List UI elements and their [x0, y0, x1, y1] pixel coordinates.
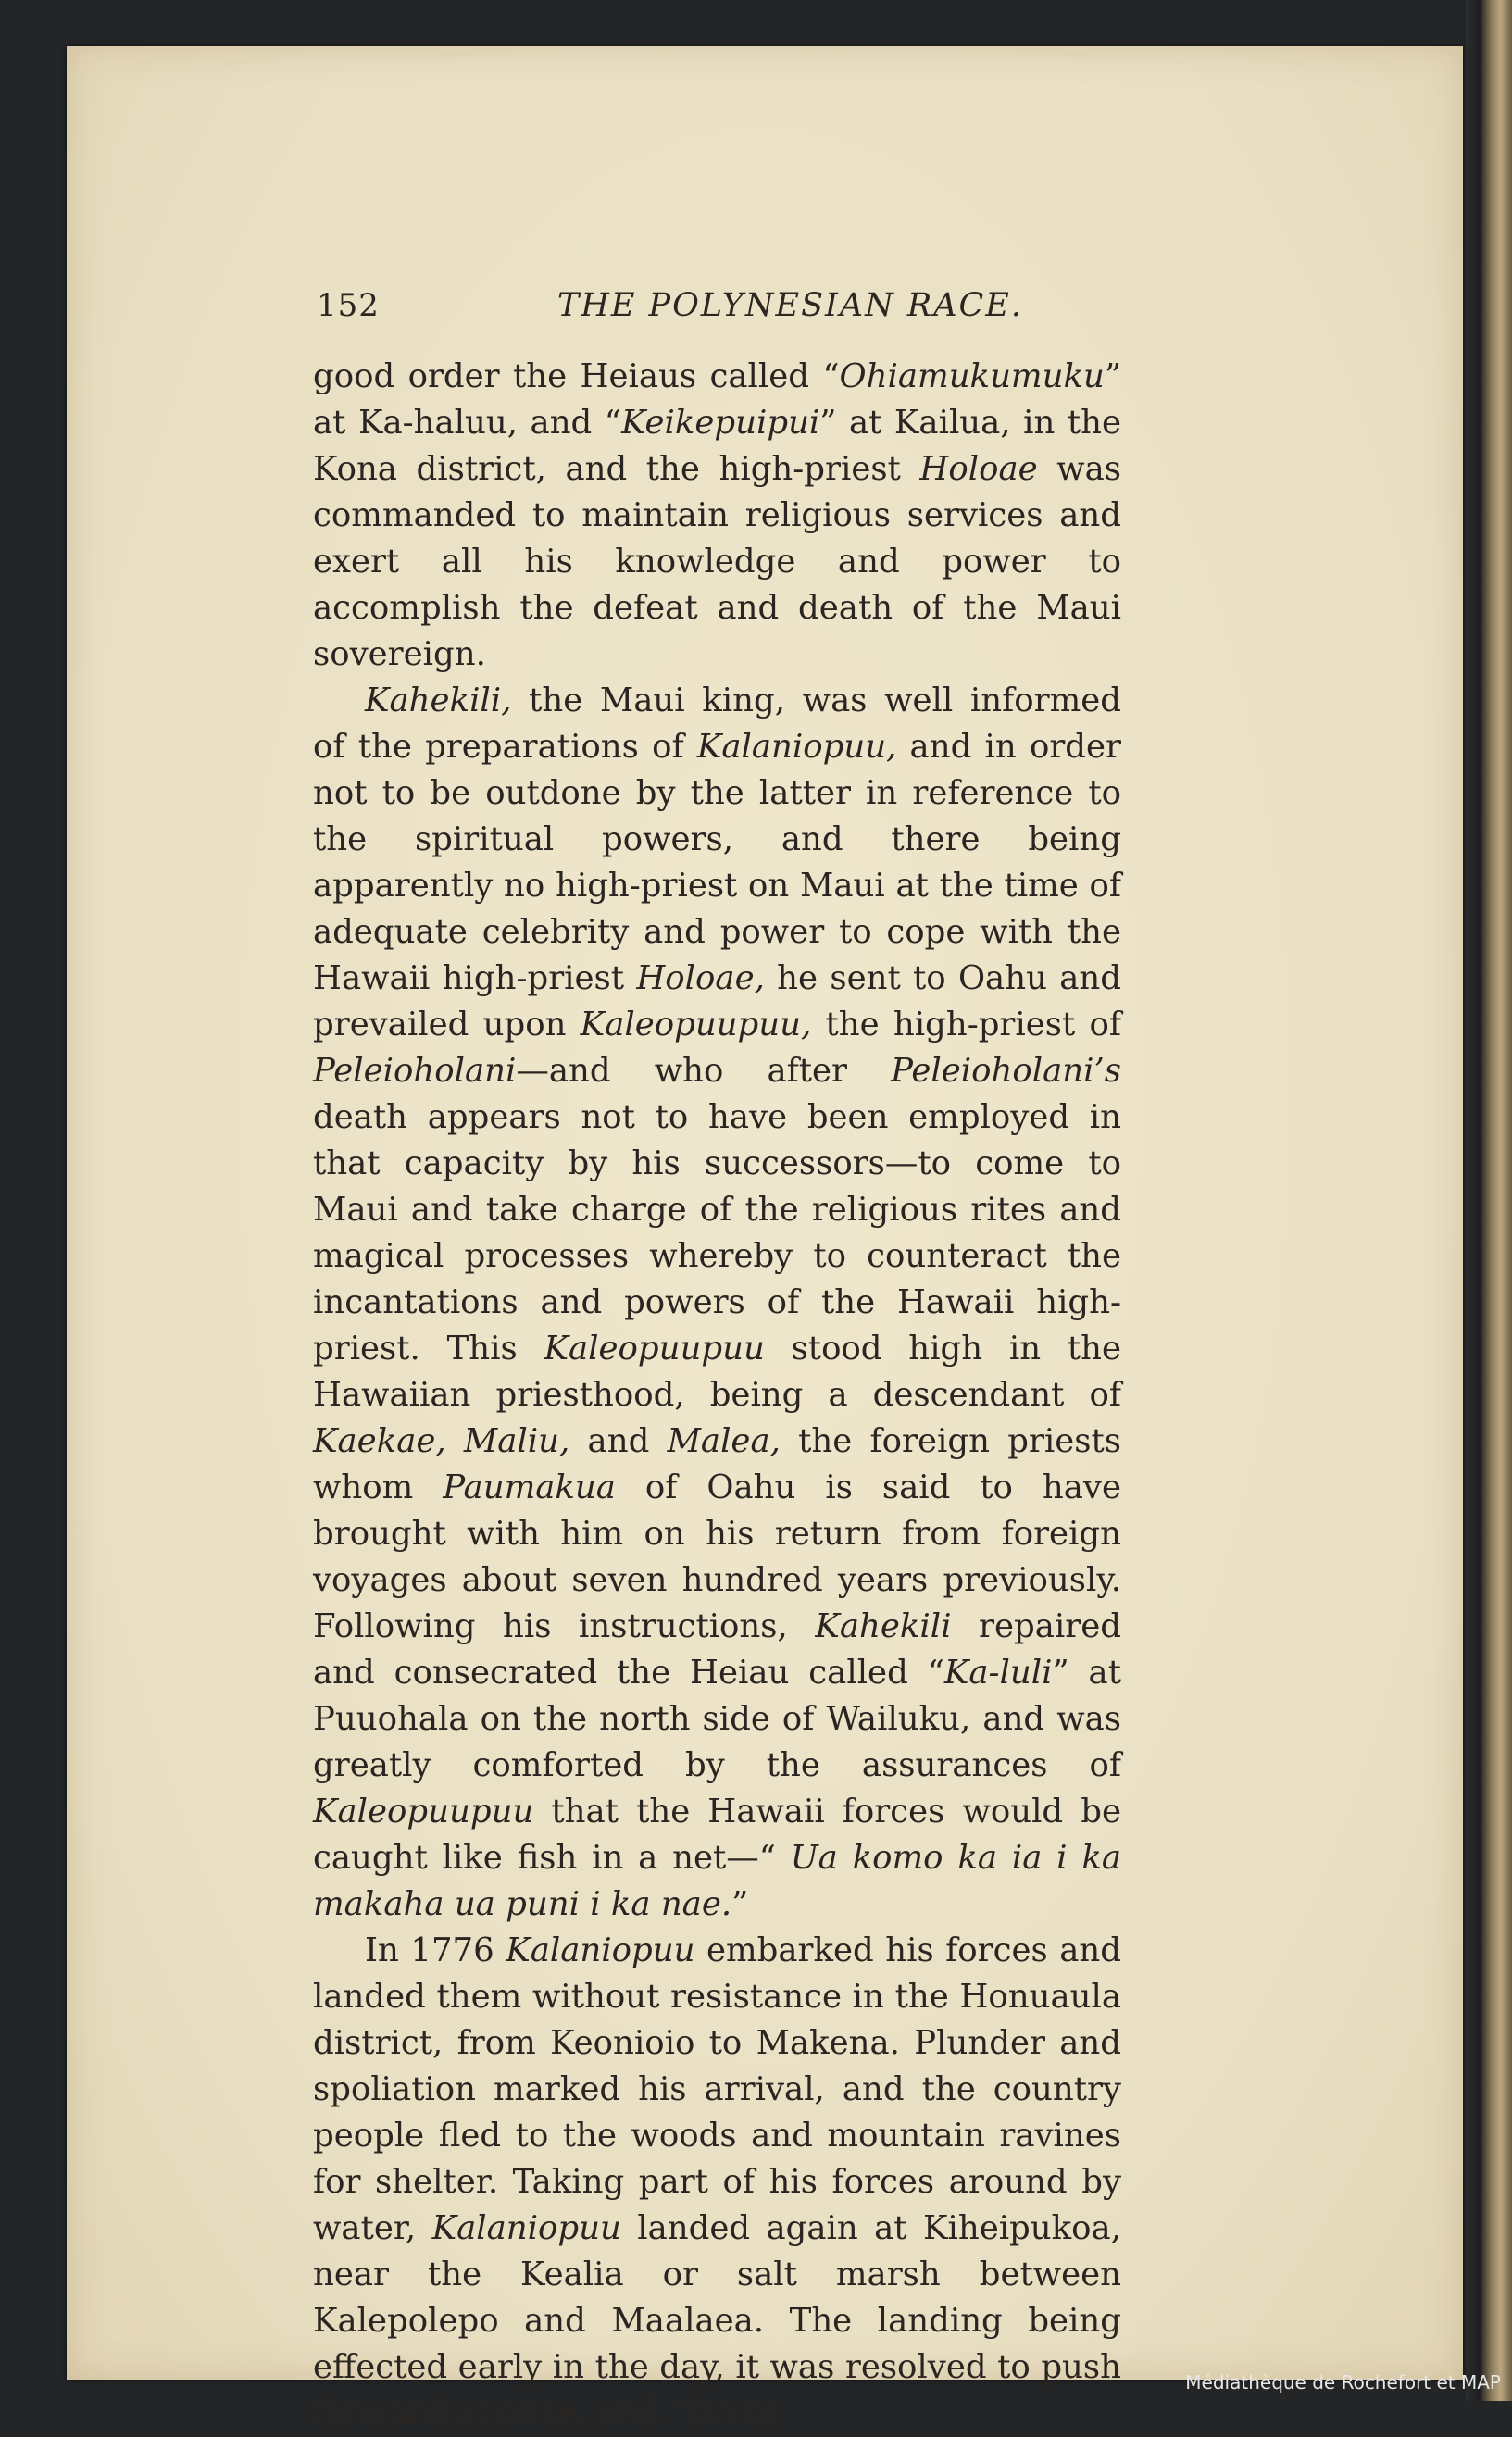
italic-term: Peleioholani’s: [891, 1052, 1121, 1090]
text-run: the Maui king, was well informed of the preparations of: [313, 681, 1121, 766]
image-credit: Médiathèque de Rochefort et MAP: [1185, 2371, 1501, 2393]
text-run: ” at Kailua, in the Kona district, and the high-priest: [313, 404, 1121, 488]
paragraph: [313, 678, 1121, 1928]
italic-term: Keikepuipui: [620, 404, 820, 442]
paragraph: [313, 1928, 1121, 2437]
italic-term: Kaleopuupuu,: [580, 1006, 812, 1044]
italic-term: Kahekili: [815, 1607, 952, 1645]
italic-term: Ua komo ka ia i ka makaha ua puni i ka nae.: [313, 1839, 1121, 1923]
text-run: he sent to Oahu and prevailed upon: [313, 959, 1122, 1044]
text-run: —and who after: [516, 1052, 892, 1090]
text-run: death appears not to have been employed in that capacity by his successors—to come to Maui and take charge of the religious rites and magical processes whereby to counteract the incantations and powers of the Hawaii high-priest. This: [313, 1098, 1121, 1368]
text-run: In 1776: [365, 1931, 506, 1969]
text-run: that the Hawaii forces would be caught like fish in a net—“: [313, 1793, 1121, 1877]
page-number: 152: [317, 287, 380, 324]
text-run: stood high in the Hawaiian priesthood, being a descendant of: [313, 1330, 1121, 1414]
italic-term: Peleioholani: [313, 1052, 517, 1090]
body-text: [313, 354, 1121, 2437]
italic-term: Kaleopuupuu: [544, 1330, 765, 1368]
text-run: embarked his forces and landed them without resistance in the Honuaula district, from Keonioio to Makena. Plunder and spoliation marked his arrival, and the country people fled to the woods and mountain ravines for shelter. Taking part of his forces around by water,: [313, 1931, 1121, 2247]
text-run: was commanded to maintain religious services and exert all his knowledge and power to accomplish the defeat and death of the Maui sovereign.: [313, 450, 1121, 673]
text-run: ” at Ka-haluu, and “: [313, 357, 1121, 442]
italic-term: Kahekili,: [365, 681, 512, 719]
text-run: repaired and consecrated the Heiau called “: [313, 1607, 1121, 1692]
text-run: the high-priest of: [811, 1006, 1121, 1044]
italic-term: Kaleopuupuu: [313, 1793, 534, 1831]
italic-term: Holoae: [919, 450, 1038, 488]
text-run: good order the Heiaus called “: [313, 357, 840, 395]
text-run: ” at Puuohala on the north side of Wailuku, and was greatly comforted by the assurances of: [313, 1654, 1121, 1784]
italic-term: Ka-luli: [943, 1654, 1053, 1692]
italic-term: Paumakua: [443, 1468, 616, 1506]
text-run: of Oahu is said to have brought with him on his return from foreign voyages about seven hundred years previously. Following his instructions,: [313, 1468, 1121, 1645]
text-run: ”: [731, 1885, 749, 1923]
italic-term: Kalaniopuu: [506, 1931, 695, 1969]
italic-term: Holoae,: [636, 959, 765, 997]
page-header: [317, 287, 1113, 333]
paragraph: [313, 354, 1121, 678]
italic-term: Malea,: [667, 1422, 781, 1460]
book-spine-edge: [1466, 0, 1512, 2401]
italic-term: Kalaniopuu: [431, 2209, 621, 2247]
text-run: and in order not to be outdone by the latter in reference to the spiritual powers, and there being apparently no high-priest on Maui at the time of adequate celebrity and power to cope with the Hawaii high-priest: [313, 728, 1121, 997]
italic-term: Kaekae, Maliu,: [313, 1422, 570, 1460]
italic-term: Ohiamukumuku: [839, 357, 1105, 395]
running-head: THE POLYNESIAN RACE.: [557, 287, 1023, 324]
text-run: and: [569, 1422, 668, 1460]
italic-term: Kalaniopuu,: [696, 728, 897, 766]
text-run: landed again at Kiheipukoa, near the Kealia or salt marsh between Kalepolepo and Maalaea. The landing being effected early in the day, it was resolved to push forward at once, and “On to: [313, 2209, 1121, 2432]
text-run: the foreign priests whom: [313, 1422, 1121, 1506]
